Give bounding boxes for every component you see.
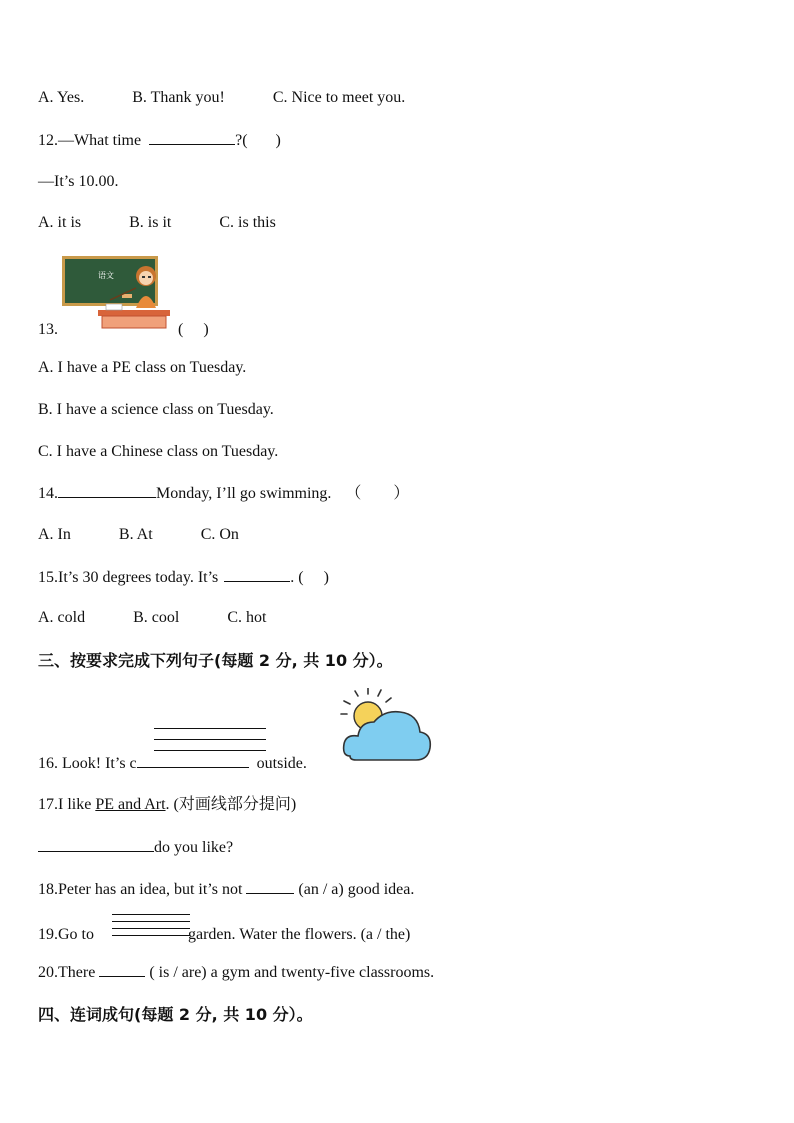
q17-underlined-phrase: PE and Art xyxy=(95,796,166,813)
q17-answer-line xyxy=(38,837,233,858)
q16-blank[interactable] xyxy=(137,753,249,768)
q12-option-b: B. is it xyxy=(129,214,172,231)
q17-instruction: . (对画线部分提问) xyxy=(165,796,297,813)
q19-question xyxy=(38,925,410,945)
q12-options xyxy=(38,213,276,233)
q19-text-after: garden. Water the flowers. (a / the) xyxy=(188,926,411,943)
q14-option-b: B. At xyxy=(118,526,153,543)
q16-question xyxy=(38,753,307,774)
q12-paren-open: ?( xyxy=(235,132,248,149)
q18-question xyxy=(38,879,414,900)
q12-blank[interactable] xyxy=(149,130,235,145)
q17-question xyxy=(38,795,296,815)
sun-cloud-icon xyxy=(340,688,434,768)
q14-paren: （ ） xyxy=(345,485,410,502)
q13-option-b: B. I have a science class on Tuesday. xyxy=(38,401,274,418)
q14-option-c: C. On xyxy=(200,526,239,543)
q11-option-b: B. Thank you! xyxy=(132,89,225,106)
q16-text-after: outside. xyxy=(256,755,307,772)
q18-text-after: (an / a) good idea. xyxy=(298,881,415,898)
q12-paren-close: ) xyxy=(275,132,281,149)
q18-text: 18.Peter has an idea, but it’s not xyxy=(38,881,243,898)
q14-options xyxy=(38,525,239,545)
q11-option-a: A. Yes. xyxy=(38,89,85,106)
q17-blank[interactable] xyxy=(38,837,154,852)
q20-blank[interactable] xyxy=(99,962,145,977)
q15-paren: . ( ) xyxy=(290,569,329,586)
section-3-heading: 三、按要求完成下列句子(每题 2 分, 共 10 分）。 xyxy=(38,651,393,670)
q15-question xyxy=(38,567,329,588)
q20-text-after: ( is / are) a gym and twenty-five classrooms. xyxy=(149,964,435,981)
q19-text: 19.Go to xyxy=(38,926,94,943)
q11-option-c: C. Nice to meet you. xyxy=(272,89,406,106)
blackboard-text: 语文 xyxy=(98,271,114,280)
q13-option-a: A. I have a PE class on Tuesday. xyxy=(38,359,247,376)
q15-option-b: B. cool xyxy=(133,609,180,626)
q12-answer-line: —It’s 10.00. xyxy=(38,173,119,190)
q13-option-c: C. I have a Chinese class on Tuesday. xyxy=(38,443,279,460)
q15-options xyxy=(38,608,266,628)
q12-question xyxy=(38,130,281,151)
q11-options xyxy=(38,88,405,108)
q13-question xyxy=(38,320,209,340)
q13-paren-close: ) xyxy=(203,321,209,338)
q12-text: 12.—What time xyxy=(38,132,142,149)
teacher-blackboard-image xyxy=(60,254,170,330)
section-4-heading: 四、连词成句(每题 2 分, 共 10 分）。 xyxy=(38,1005,313,1024)
q12-option-c: C. is this xyxy=(219,214,276,231)
q17-text: 17.I like xyxy=(38,796,92,813)
q14-blank[interactable] xyxy=(58,483,156,498)
q14-question xyxy=(38,483,409,504)
q15-option-a: A. cold xyxy=(38,609,86,626)
q13-paren-open: ( xyxy=(178,321,184,338)
desk-top xyxy=(98,310,170,316)
q17-text-after: do you like? xyxy=(154,839,234,856)
q12-option-a: A. it is xyxy=(38,214,82,231)
q15-option-c: C. hot xyxy=(227,609,267,626)
q18-blank[interactable] xyxy=(246,879,294,894)
q16-text: 16. Look! It’s c xyxy=(38,755,137,772)
q13-number: 13. xyxy=(38,321,58,338)
q14-text: Monday, I’ll go swimming. xyxy=(156,485,332,502)
q20-text: 20.There xyxy=(38,964,96,981)
q14-number: 14. xyxy=(38,485,58,502)
q20-question xyxy=(38,962,434,983)
q15-blank[interactable] xyxy=(224,567,290,582)
q14-option-a: A. In xyxy=(38,526,71,543)
q15-text: 15.It’s 30 degrees today. It’s xyxy=(38,569,219,586)
